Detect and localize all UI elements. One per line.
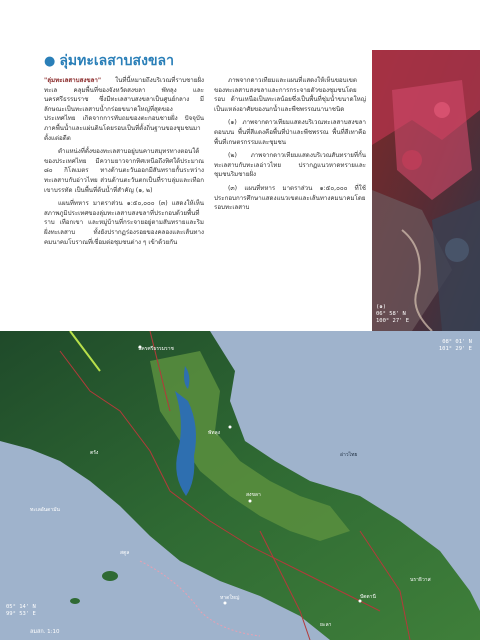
map-coord-bottom-left: [6, 604, 36, 618]
paragraph-text: ในที่นี้หมายถึงบริเวณที่ราบชายฝั่งทะเล คลุมพื้นที่ของจังหวัดสงขลา พัทลุง และนครศรีธรรมราช ซึ่งมีทะเลสาบสงขลาเป็นศูนย์กลาง มีลักษณะเป็นทะเลสาบน้ำกร่อยขนาดใหญ่ที่สุดของประเทศไทย เกิดจากการทับถมของตะกอนชายฝั่ง ปัจจุบันภาคพื้นน้ำและแผ่นดินโดยรอบเป็นที่ตั้งถิ่นฐานของชุมชนมาตั้งแต่อดีต: [44, 77, 204, 142]
lead-term: "ลุ่มทะเลสาบสงขลา": [44, 77, 102, 84]
place-label: นราธิวาส: [410, 577, 431, 583]
paragraph-text: (๒) ภาพจากดาวเทียมแสดงบริเวณสันทรายที่กั้นทะเลสาบกับทะเลอ่าวไทย ปรากฏแนวหาดทรายและชุมชนริมชายฝั่ง: [214, 152, 366, 179]
relief-map: [0, 331, 480, 640]
paragraph: [214, 118, 366, 147]
paragraph: [44, 76, 204, 143]
satellite-caption: [376, 304, 409, 325]
paragraph: [214, 76, 366, 114]
place-label: หาดใหญ่: [220, 595, 240, 601]
satellite-coord-lat: 06° 58' N: [376, 311, 406, 317]
paragraph: [44, 199, 204, 247]
map-coord-lat: 08° 01' N: [442, 339, 472, 345]
paragraph: [214, 151, 366, 180]
map-scale: ลมสก. 1:10: [30, 629, 60, 635]
place-label: ปัตตานี: [360, 594, 376, 600]
paragraph-text: ตำแหน่งที่ตั้งของทะเลสาบอยู่บนคาบสมุทรทางตอนใต้ของประเทศไทย มีความยาวจากทิศเหนือถึงทิศใต้ประมาณ ๘๐ กิโลเมตร ทางด้านตะวันออกมีสันทรายกั้นระหว่างทะเลสาบกับอ่าวไทย ส่วนด้านตะวันตกเป็นที่ราบลุ่มและเทือกเขาบรรทัด เป็นพื้นที่ต้นน้ำที่สำคัญ (๑, ๒): [44, 148, 204, 194]
paragraph-text: (๑) ภาพจากดาวเทียมแสดงบริเวณทะเลสาบสงขลาตอนบน พื้นที่สีแดงคือพื้นที่ป่าและพืชพรรณ พื้นที่สีเทาคือพื้นที่เกษตรกรรมและชุมชน: [214, 119, 366, 146]
place-label: นครศรีธรรมราช: [138, 346, 174, 352]
satellite-number: (๑): [376, 304, 387, 310]
place-label: พัทลุง: [208, 430, 221, 436]
article-title: ลุ่มทะเลสาบสงขลา: [59, 53, 174, 69]
paragraph-text: (๓) แผนที่ทหาร มาตราส่วน ๑:๕๐,๐๐๐ ที่ใช้ประกอบการศึกษาแสดงแนวเขตและเส้นทางคมนาคมโดยรอบทะเลสาบ: [214, 184, 366, 212]
place-label: สงขลา: [246, 492, 261, 498]
satellite-coord-lon: 100° 27' E: [376, 318, 410, 324]
paragraph-text: ภาพจากดาวเทียมและแผนที่แสดงให้เห็นขอบเขตของทะเลสาบสงขลาและการกระจายตัวของชุมชนโดยรอบ ด้านเหนือเป็นทะเลน้อยซึ่งเป็นพื้นที่ชุ่มน้ำขนาดใหญ่ เป็นแหล่งอาศัยของนกน้ำและพืชพรรณนานาชนิด: [214, 77, 366, 113]
map-coord-lat: 05° 14' N: [6, 604, 36, 610]
satellite-image: [372, 50, 480, 331]
paragraph-text: แผนที่ทหาร มาตราส่วน ๑:๕๐,๐๐๐ (๓) แสดงให้เห็นสภาพภูมิประเทศของลุ่มทะเลสาบสงขลาที่ประกอบด้วยพื้นที่ราบ เทือกเขา และหมู่บ้านที่กระจายอยู่ตามสันทรายและริมฝั่งทะเลสาบ ทั้งยังปรากฏร่องรอยของคลองและเส้นทางคมนาคมโบราณที่เชื่อมต่อชุมชนต่าง ๆ เข้าด้วยกัน: [44, 200, 204, 246]
article-title-row: [44, 50, 174, 72]
text-column-2: [214, 76, 366, 217]
paragraph: [214, 184, 366, 213]
map-coord-top-right: [439, 339, 472, 353]
place-label: อ่าวไทย: [340, 452, 358, 458]
paragraph: [44, 147, 204, 195]
place-label: ยะลา: [320, 622, 332, 628]
place-label: สตูล: [120, 550, 130, 556]
map-coord-lon: 101° 29' E: [438, 346, 472, 352]
title-bullet-icon: ●: [44, 53, 56, 69]
map-coord-lon: 99° 53' E: [6, 611, 36, 617]
place-label: ทะเลอันดามัน: [30, 507, 60, 513]
place-label: ตรัง: [90, 450, 99, 456]
text-column-1: [44, 76, 204, 251]
